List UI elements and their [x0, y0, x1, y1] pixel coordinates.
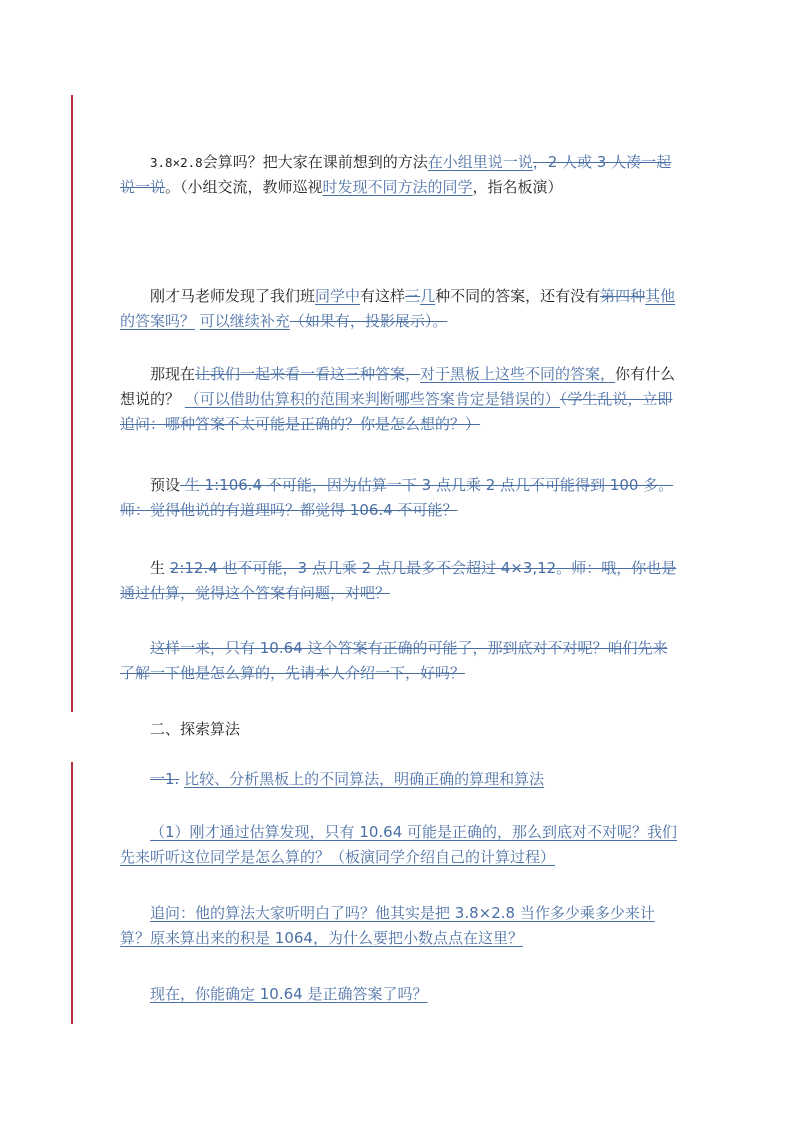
paragraph-9: [120, 901, 680, 951]
inserted-text: 其他的答案吗？: [120, 287, 676, 330]
paragraph-7: [120, 767, 680, 792]
deleted-text: （如果有，投影展示）。: [289, 312, 448, 330]
text-run: 预设: [150, 476, 181, 494]
section-heading: 二、探索算法: [150, 720, 241, 738]
text-run: 有这样: [360, 287, 406, 305]
deleted-text: 一1.: [150, 770, 180, 788]
inserted-text: 时发现不同方法的同学: [322, 178, 473, 196]
paragraph-6: [120, 636, 680, 686]
text-run: 那现在: [150, 365, 196, 383]
deleted-text: 第四种: [600, 287, 646, 305]
deleted-text: 让我们一起来看一看这三种答案，: [195, 365, 421, 383]
paragraph-3: [120, 362, 680, 437]
deleted-text: 2:12.4: [169, 559, 218, 577]
text-run: 刚才马老师发现了我们班: [150, 287, 316, 305]
text-run: 。（小组交流，教师巡视: [165, 178, 323, 196]
paragraph-10: [120, 982, 680, 1007]
inserted-text: 比较、分析黑板上的不同算法，明确正确的算理和算法: [184, 770, 545, 788]
text-run: 会算吗？把大家在课前想到的方法: [202, 153, 428, 171]
inserted-text: 在小组里说一说: [427, 153, 533, 171]
deleted-text: 不可能，因为估算一下 3 点几乘 2 点几不可能得到 100 多。师：觉得他说的有道理吗？都觉得 106.4 不可能？: [120, 476, 674, 519]
text-run: 3.8×2.8: [150, 155, 203, 170]
margin-change-bar: [71, 762, 73, 1024]
inserted-text: 同学中: [315, 287, 361, 305]
paragraph-2: [120, 284, 680, 334]
paragraph-1: [120, 150, 680, 200]
inserted-text: 几: [420, 287, 436, 305]
margin-change-bar: [71, 95, 73, 712]
deleted-text: 生 1:106.4: [180, 476, 267, 494]
text-run: ，指名板演）: [472, 178, 563, 196]
text-run: 你有什么想说的？: [120, 365, 676, 408]
inserted-text: （1）刚才通过估算发现，只有 10.64 可能是正确的，那么到底对不对呢？我们先来听听这位同学是怎么算的？（板演同学介绍自己的计算过程）: [120, 823, 678, 866]
paragraph-4: [120, 473, 680, 523]
inserted-text: 现在，你能确定 10.64 是正确答案了吗？: [150, 985, 428, 1003]
paragraph-8: [120, 820, 680, 870]
deleted-text: 三: [405, 287, 421, 305]
inserted-text: 追问：他的算法大家听明白了吗？他其实是把 3.8×2.8 当作多少乘多少来计算？原来算出来的积是 1064，为什么要把小数点点在这里？: [120, 904, 655, 947]
inserted-text: 可以继续补充: [199, 312, 290, 330]
paragraph-5: [120, 556, 680, 606]
inserted-text: （可以借助估算积的范围来判断哪些答案肯定是错误的）: [184, 390, 560, 408]
text-run: 生: [150, 559, 170, 577]
deleted-text: （学生乱说，立即追问：哪种答案不太可能是正确的？你是怎么想的？）: [120, 390, 673, 433]
text-run: 种不同的答案，还有没有: [435, 287, 601, 305]
deleted-text: ，2 人或 3 人凑一起说一说: [120, 153, 672, 196]
deleted-text: 也不可能，3 点几乘 2 点几最多不会超过 4×3,12。师：哦，你也是通过估算，觉得这个答案有问题，对吧？: [120, 559, 677, 602]
inserted-text: 对于黑板上这些不同的答案，: [420, 365, 616, 383]
deleted-text: 这样一来，只有 10.64 这个答案有正确的可能了，那到底对不对呢？咱们先来了解一下他是怎么算的，先请本人介绍一下，好吗？: [120, 639, 668, 682]
